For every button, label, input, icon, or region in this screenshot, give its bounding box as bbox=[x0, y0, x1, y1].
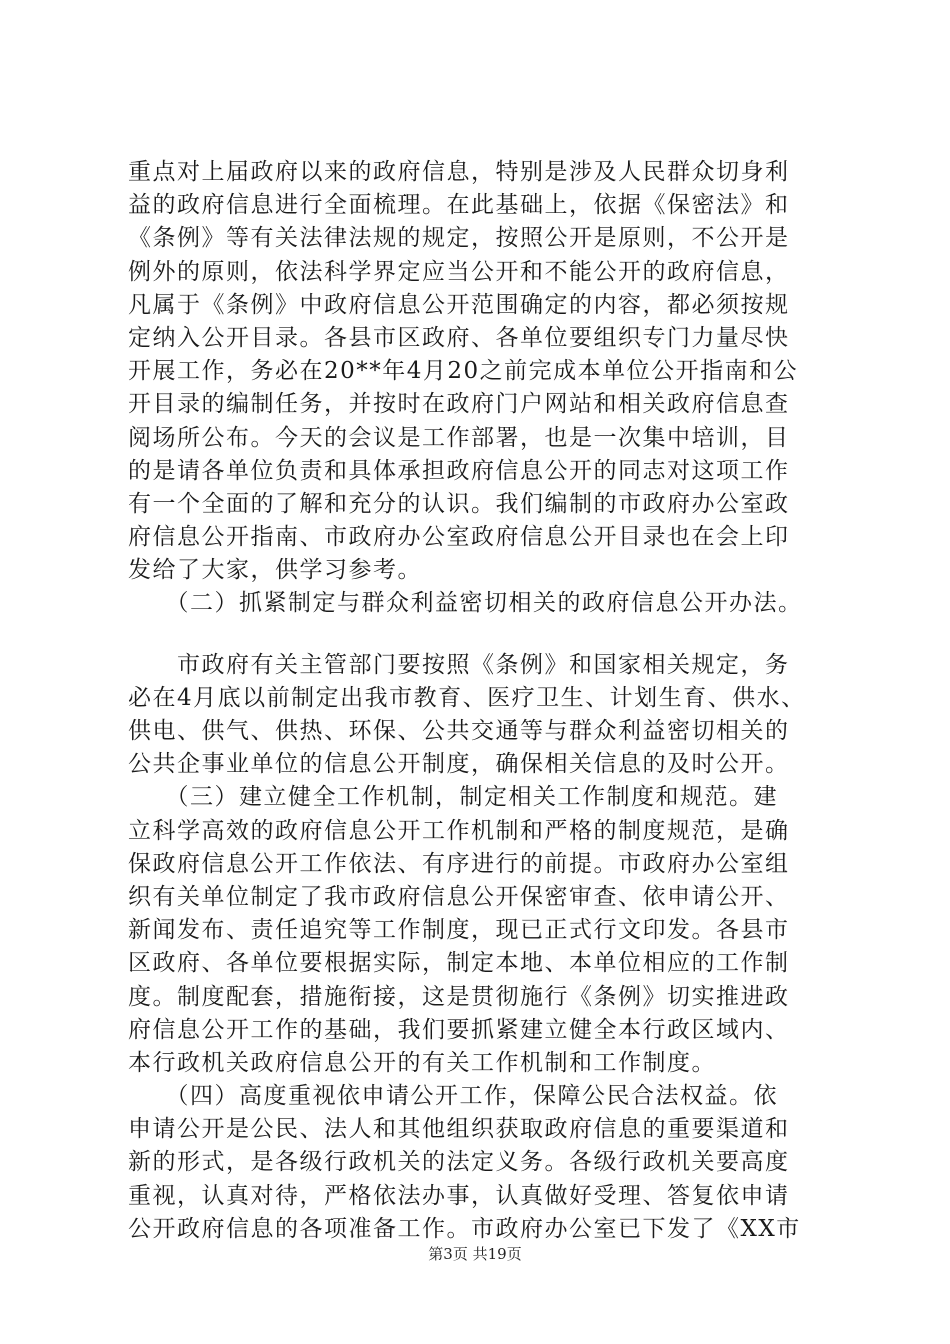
text-line: 益的政府信息进行全面梳理。在此基础上，依据《保密法》和 bbox=[128, 192, 790, 219]
paragraph-block-2 bbox=[128, 649, 828, 1246]
page-number-footer: 第3页 共19页 bbox=[428, 1245, 522, 1263]
text-line: 新闻发布、责任追究等工作制度，现已正式行文印发。各县市 bbox=[128, 917, 790, 944]
text-line: 的是请各单位负责和具体承担政府信息公开的同志对这项工作 bbox=[128, 457, 790, 484]
text-line: 保政府信息公开工作依法、有序进行的前提。市政府办公室组 bbox=[128, 850, 790, 877]
text-line: 区政府、各单位要根据实际，制定本地、本单位相应的工作制 bbox=[128, 950, 790, 977]
text-line: 新的形式，是各级行政机关的法定义务。各级行政机关要高度 bbox=[128, 1149, 790, 1176]
text-line: （三）建立健全工作机制，制定相关工作制度和规范。建 bbox=[128, 784, 778, 811]
text-line: 本行政机关政府信息公开的有关工作机制和工作制度。 bbox=[128, 1049, 716, 1076]
text-line: 申请公开是公民、法人和其他组织获取政府信息的重要渠道和 bbox=[128, 1116, 790, 1143]
text-line: 府信息公开工作的基础，我们要抓紧建立健全本行政区域内、 bbox=[128, 1016, 790, 1043]
text-line: 公共企事业单位的信息公开制度，确保相关信息的及时公开。 bbox=[128, 751, 790, 778]
text-line: 开目录的编制任务，并按时在政府门户网站和相关政府信息查 bbox=[128, 391, 790, 418]
text-line: 发给了大家，供学习参考。 bbox=[128, 557, 422, 584]
text-line: 阅场所公布。今天的会议是工作部署，也是一次集中培训，目 bbox=[128, 424, 790, 451]
text-line: 重点对上届政府以来的政府信息，特别是涉及人民群众切身利 bbox=[128, 159, 790, 185]
text-line: 立科学高效的政府信息公开工作机制和严格的制度规范，是确 bbox=[128, 817, 790, 844]
text-line: 度。制度配套，措施衔接，这是贯彻施行《条例》切实推进政 bbox=[128, 983, 790, 1010]
text-line: 有一个全面的了解和充分的认识。我们编制的市政府办公室政 bbox=[128, 490, 790, 517]
text-line: 重视，认真对待，严格依法办事，认真做好受理、答复依申请 bbox=[128, 1182, 790, 1209]
text-line: （二）抓紧制定与群众利益密切相关的政府信息公开办法。 bbox=[128, 590, 803, 617]
paragraph-block-1 bbox=[128, 156, 828, 621]
document-body bbox=[128, 156, 828, 1246]
text-line: （四）高度重视依申请公开工作，保障公民合法权益。依 bbox=[128, 1083, 778, 1110]
text-line: 例外的原则，依法科学界定应当公开和不能公开的政府信息， bbox=[128, 258, 790, 285]
text-line: 市政府有关主管部门要按照《条例》和国家相关规定，务 bbox=[128, 651, 790, 678]
text-line: 定纳入公开目录。各县市区政府、各单位要组织专门力量尽快 bbox=[128, 324, 790, 351]
text-line: 府信息公开指南、市政府办公室政府信息公开目录也在会上印 bbox=[128, 524, 790, 551]
text-line: 公开政府信息的各项准备工作。市政府办公室已下发了《XX市 bbox=[128, 1215, 801, 1242]
text-line: 必在4月底以前制定出我市教育、医疗卫生、计划生育、供水、 bbox=[128, 684, 806, 711]
paragraph-gap bbox=[128, 621, 828, 649]
text-line: 《条例》等有关法律法规的规定，按照公开是原则，不公开是 bbox=[128, 225, 790, 252]
text-line: 开展工作，务必在20**年4月20之前完成本单位公开指南和公 bbox=[128, 358, 799, 385]
text-line: 织有关单位制定了我市政府信息公开保密审查、依申请公开、 bbox=[128, 883, 790, 910]
text-line: 供电、供气、供热、环保、公共交通等与群众利益密切相关的 bbox=[128, 718, 790, 744]
text-line: 凡属于《条例》中政府信息公开范围确定的内容，都必须按规 bbox=[128, 291, 790, 318]
